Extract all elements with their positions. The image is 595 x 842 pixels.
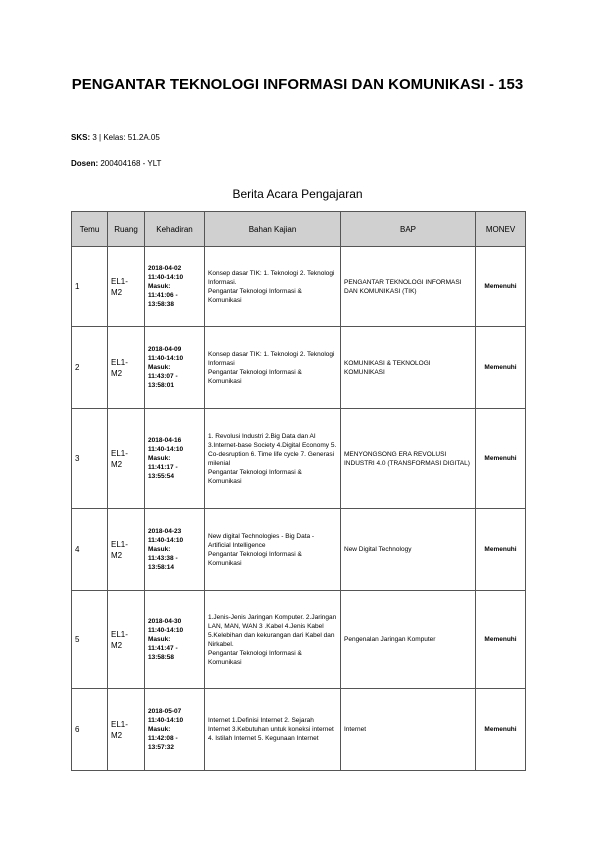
cell-ruang: EL1- M2	[108, 409, 145, 509]
lecturer-info	[71, 159, 161, 169]
cell-kehadiran: 2018-04-09 11:40-14:10 Masuk: 11:43:07 - 13:58:01	[145, 327, 205, 409]
cell-temu: 2	[72, 327, 108, 409]
dosen-label: Dosen:	[71, 159, 99, 168]
cell-monev: Memenuhi	[476, 247, 526, 327]
cell-temu: 5	[72, 591, 108, 689]
cell-monev: Memenuhi	[476, 591, 526, 689]
header-monev: MONEV	[476, 212, 526, 247]
header-kehadiran: Kehadiran	[145, 212, 205, 247]
header-bahan-kajian: Bahan Kajian	[205, 212, 341, 247]
cell-monev: Memenuhi	[476, 509, 526, 591]
cell-monev: Memenuhi	[476, 409, 526, 509]
header-temu: Temu	[72, 212, 108, 247]
cell-kehadiran: 2018-04-02 11:40-14:10 Masuk: 11:41:06 - 13:58:38	[145, 247, 205, 327]
cell-temu: 3	[72, 409, 108, 509]
cell-ruang: EL1- M2	[108, 247, 145, 327]
sks-value: 3 | Kelas: 51.2A.05	[92, 133, 160, 142]
cell-bahan-kajian: 1. Revolusi Industri 2.Big Data dan AI 3.Internet-base Society 4.Digital Economy 5. Co-desruption 6. Time life cycle 7. Generasi milenial Pengantar Teknologi Informasi & Komunikasi	[205, 409, 341, 509]
cell-ruang: EL1- M2	[108, 327, 145, 409]
cell-bahan-kajian: Internet 1.Definisi Internet 2. Sejarah Internet 3.Kebutuhan untuk koneksi internet 4. Istilah Internet 5. Kegunaan Internet	[205, 689, 341, 771]
cell-bap: MENYONGSONG ERA REVOLUSI INDUSTRI 4.0 (TRANSFORMASI DIGITAL)	[341, 409, 476, 509]
sks-label: SKS:	[71, 133, 91, 142]
cell-bap: Pengenalan Jaringan Komputer	[341, 591, 476, 689]
cell-temu: 1	[72, 247, 108, 327]
teaching-record-table	[71, 211, 526, 771]
cell-kehadiran: 2018-04-16 11:40-14:10 Masuk: 11:41:17 - 13:55:54	[145, 409, 205, 509]
table-row	[72, 409, 526, 509]
cell-kehadiran: 2018-04-30 11:40-14:10 Masuk: 11:41:47 - 13:58:58	[145, 591, 205, 689]
cell-bap: Internet	[341, 689, 476, 771]
cell-bap: KOMUNIKASI & TEKNOLOGI KOMUNIKASI	[341, 327, 476, 409]
cell-bahan-kajian: New digital Technologies - Big Data - Artificial Intelligence Pengantar Teknologi Informasi & Komunikasi	[205, 509, 341, 591]
cell-ruang: EL1- M2	[108, 591, 145, 689]
cell-temu: 4	[72, 509, 108, 591]
header-bap: BAP	[341, 212, 476, 247]
cell-temu: 6	[72, 689, 108, 771]
cell-ruang: EL1- M2	[108, 509, 145, 591]
table-row	[72, 509, 526, 591]
cell-kehadiran: 2018-04-23 11:40-14:10 Masuk: 11:43:38 - 13:58:14	[145, 509, 205, 591]
cell-bahan-kajian: Konsep dasar TIK: 1. Teknologi 2. Teknologi Informasi. Pengantar Teknologi Informasi & Komunikasi	[205, 247, 341, 327]
cell-bap: PENGANTAR TEKNOLOGI INFORMASI DAN KOMUNIKASI (TIK)	[341, 247, 476, 327]
cell-bahan-kajian: Konsep dasar TIK: 1. Teknologi 2. Teknologi Informasi Pengantar Teknologi Informasi & Komunikasi	[205, 327, 341, 409]
table-header-row	[72, 212, 526, 247]
cell-kehadiran: 2018-05-07 11:40-14:10 Masuk: 11:42:08 - 13:57:32	[145, 689, 205, 771]
table-row	[72, 591, 526, 689]
header-ruang: Ruang	[108, 212, 145, 247]
course-info	[71, 133, 160, 143]
course-title: PENGANTAR TEKNOLOGI INFORMASI DAN KOMUNIKASI - 153	[71, 76, 524, 93]
section-title: Berita Acara Pengajaran	[232, 187, 363, 201]
table-row	[72, 247, 526, 327]
cell-monev: Memenuhi	[476, 689, 526, 771]
dosen-value: 200404168 - YLT	[100, 159, 162, 168]
table-row	[72, 327, 526, 409]
cell-monev: Memenuhi	[476, 327, 526, 409]
cell-bahan-kajian: 1.Jenis-Jenis Jaringan Komputer. 2.Jaringan LAN, MAN, WAN 3 .Kabel 4.Jenis Kabel 5.Kelebihan dan kekurangan dari Kabel dan Nirkabel. Pengantar Teknologi Informasi & Komunikasi	[205, 591, 341, 689]
cell-ruang: EL1- M2	[108, 689, 145, 771]
cell-bap: New Digital Technology	[341, 509, 476, 591]
table-row	[72, 689, 526, 771]
